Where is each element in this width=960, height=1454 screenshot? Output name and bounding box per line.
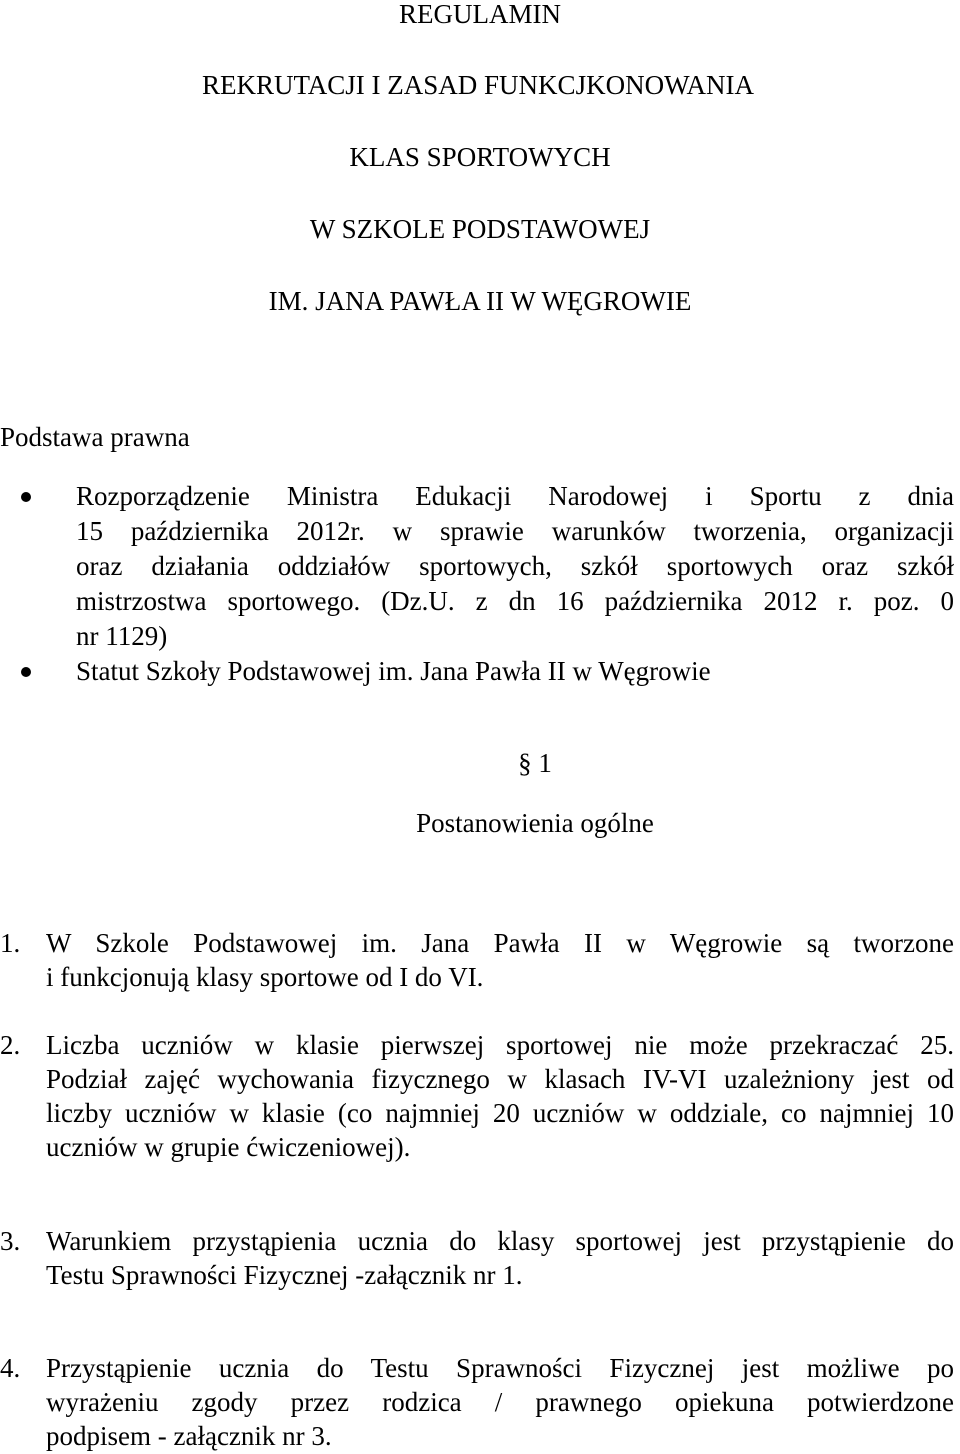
paragraph-line: Testu Sprawności Fizycznej -załącznik nr 1. [46, 1260, 523, 1290]
paragraph-line: i funkcjonują klasy sportowe od I do VI. [46, 962, 484, 992]
list-item-line: 15 października 2012r. w sprawie warunków tworzenia, organizacji [76, 516, 954, 546]
title-line-4: W SZKOLE PODSTAWOWEJ [309, 214, 651, 244]
paragraph-line: podpisem - załącznik nr 3. [46, 1421, 332, 1451]
list-item-line: Rozporządzenie Ministra Edukacji Narodowej i Sportu z dnia [76, 481, 954, 511]
paragraph-line: Liczba uczniów w klasie pierwszej sportowej nie może przekraczać 25. [46, 1030, 954, 1060]
title-line-1: REGULAMIN [399, 0, 561, 29]
paragraph-line: W Szkole Podstawowej im. Jana Pawła II w Węgrowie są tworzone [46, 928, 954, 958]
paragraph-number: 3. [0, 1226, 21, 1256]
paragraph-line: Podział zajęć wychowania fizycznego w klasach IV-VI uzależniony jest od [46, 1064, 954, 1094]
paragraph-number: 1. [0, 928, 21, 958]
list-item-line: nr 1129) [76, 621, 168, 651]
title-line-5: IM. JANA PAWŁA II W WĘGROWIE [268, 286, 692, 316]
list-item-line: oraz działania oddziałów sportowych, szkół sportowych oraz szkół [76, 551, 954, 581]
bullet-icon [21, 492, 31, 502]
section-title: Postanowienia ogólne [416, 808, 654, 838]
list-item-line: mistrzostwa sportowego. (Dz.U. z dn 16 października 2012 r. poz. 0 [76, 586, 954, 616]
paragraph-line: uczniów w grupie ćwiczeniowej). [46, 1132, 411, 1162]
paragraph-number: 2. [0, 1030, 21, 1060]
title-line-2: REKRUTACJI I ZASAD FUNKCJKONOWANIA [201, 70, 755, 100]
title-line-3: KLAS SPORTOWYCH [349, 142, 611, 172]
section-number: § 1 [518, 748, 552, 778]
paragraph-number: 4. [0, 1353, 21, 1383]
bullet-icon [21, 667, 31, 677]
legal-basis-heading: Podstawa prawna [0, 422, 190, 452]
list-item-line: Statut Szkoły Podstawowej im. Jana Pawła II w Węgrowie [76, 656, 711, 686]
paragraph-line: Warunkiem przystąpienia ucznia do klasy sportowej jest przystąpienie do [46, 1226, 954, 1256]
paragraph-line: wyrażeniu zgody przez rodzica / prawnego opiekuna potwierdzone [46, 1387, 954, 1417]
paragraph-line: liczby uczniów w klasie (co najmniej 20 uczniów w oddziale, co najmniej 10 [46, 1098, 954, 1128]
paragraph-line: Przystąpienie ucznia do Testu Sprawności Fizycznej jest możliwe po [46, 1353, 954, 1383]
